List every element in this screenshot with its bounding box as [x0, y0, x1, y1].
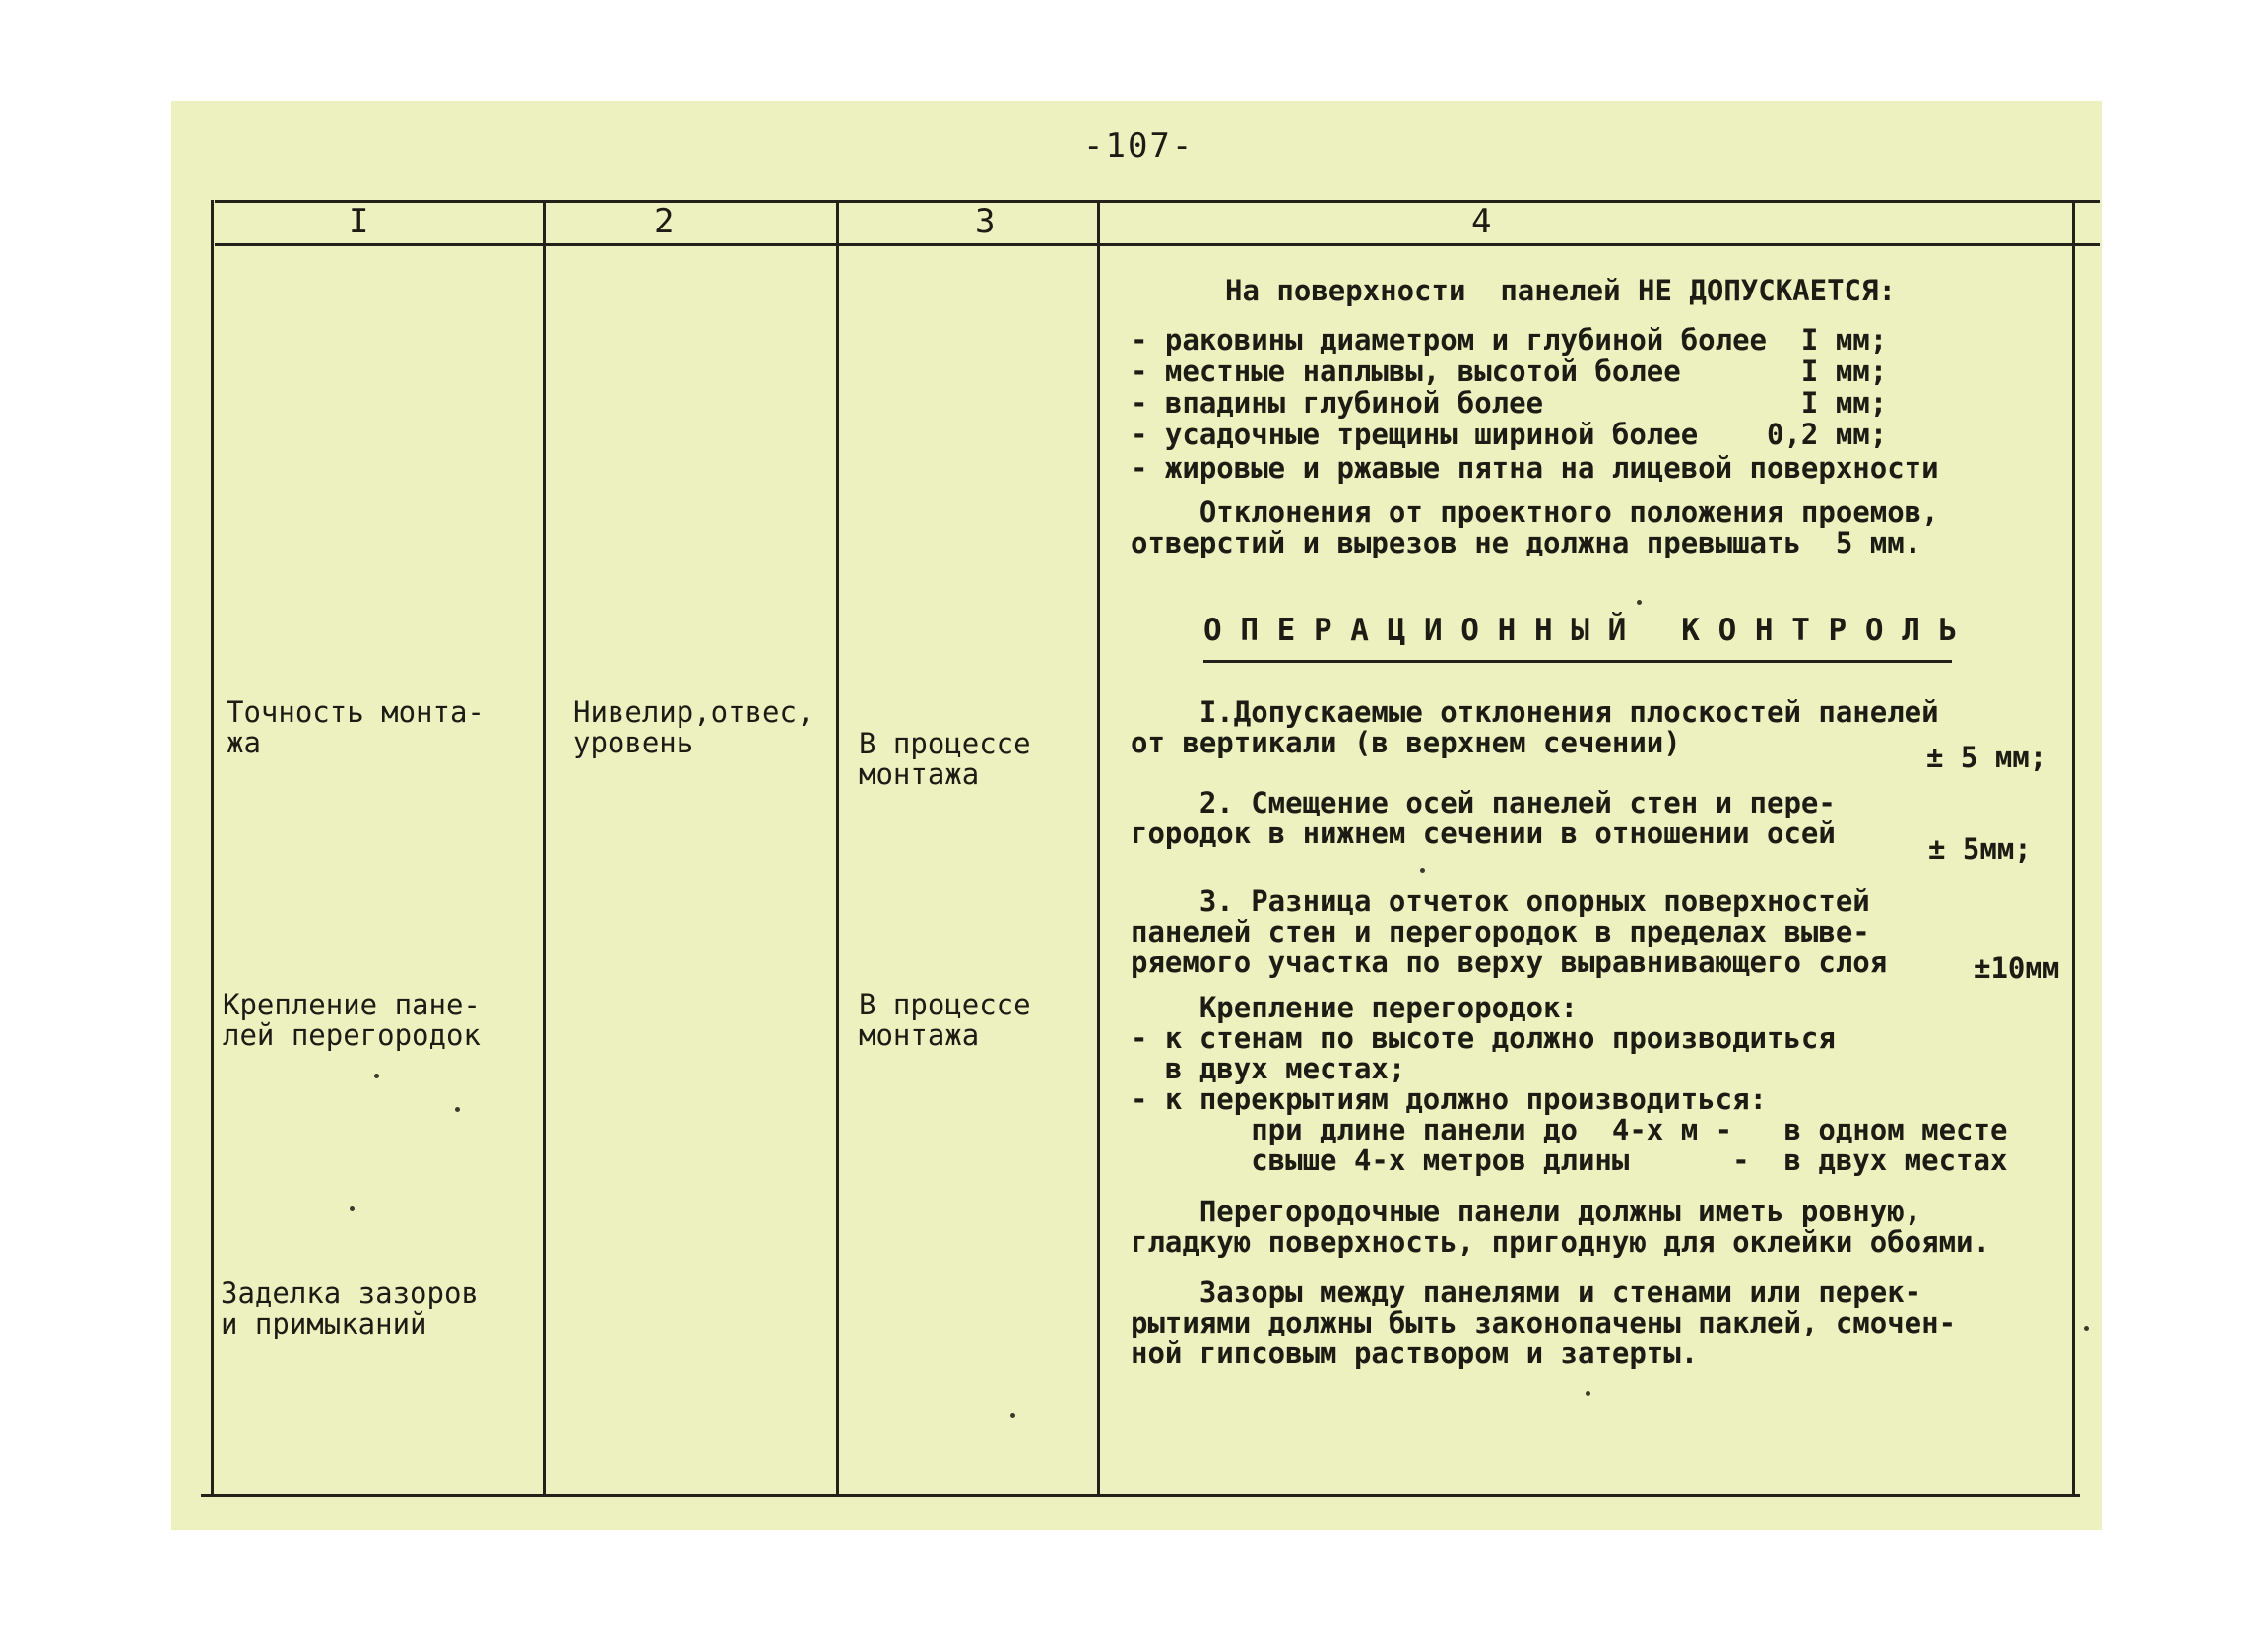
scan-speck — [2084, 1326, 2089, 1331]
surface-defect-1: - раковины диаметром и глубиной более I мм; — [1131, 323, 1888, 357]
scan-speck — [1586, 1391, 1590, 1396]
item1-text: I.Допускаемые отклонения плоскостей панелей от вертикали (в верхнем сечении) — [1131, 695, 1939, 759]
column-number-2: 2 — [654, 202, 675, 241]
col1-panel-fastening: Крепление пане- лей перегородок — [223, 988, 481, 1052]
item2-value: ± 5мм; — [1928, 832, 2032, 866]
table-bottom-border — [201, 1494, 2080, 1497]
surface-defect-3: - впадины глубиной более I мм; — [1131, 386, 1888, 420]
scan-speck — [455, 1107, 460, 1112]
col3-fastening-timing: В процессе монтажа — [859, 988, 1031, 1052]
surface-heading: На поверхности панелей НЕ ДОПУСКАЕТСЯ: — [1225, 274, 1896, 307]
partition-fastening: Крепление перегородок: - к стенам по высоте должно производиться в двух местах; - к перекрытиям должно производиться: при длине панели до 4-х м - в одном месте свыше 4-х метров длины - в двух местах — [1131, 991, 2008, 1177]
column-divider-1 — [543, 200, 546, 1497]
table-top-border — [215, 200, 2100, 203]
col3-mounting-timing: В процессе монтажа — [859, 727, 1031, 791]
section-title: О П Е Р А Ц И О Н Н Ы Й К О Н Т Р О Л Ь — [1203, 613, 1958, 648]
scan-speck — [1420, 868, 1425, 873]
column-number-1: I — [349, 202, 369, 241]
surface-defect-5: - жировые и ржавые пятна на лицевой поверхности — [1131, 451, 1939, 485]
surface-defect-4: - усадочные трещины шириной более 0,2 мм; — [1131, 418, 1888, 451]
page-number: -107- — [1083, 126, 1195, 165]
scan-speck — [374, 1074, 379, 1078]
openings-deviation: Отклонения от проектного положения проемов, отверстий и вырезов не должна превышать 5 мм. — [1131, 495, 1939, 559]
column-divider-3 — [1097, 200, 1100, 1497]
column-divider-2 — [836, 200, 839, 1497]
scan-speck — [1637, 600, 1642, 605]
scan-speck — [350, 1206, 355, 1211]
section-title-underline — [1203, 660, 1952, 663]
item3-value: ±10мм — [1974, 951, 2060, 985]
scan-speck — [1010, 1413, 1015, 1418]
column-number-3: 3 — [975, 202, 996, 241]
partition-surface: Перегородочные панели должны иметь ровную, гладкую поверхность, пригодную для оклейки обоями. — [1131, 1195, 1990, 1259]
table-right-border — [2072, 200, 2075, 1497]
item2-text: 2. Смещение осей панелей стен и пере- городок в нижнем сечении в отношении осей — [1131, 786, 1836, 850]
col1-gap-sealing: Заделка зазоров и примыканий — [221, 1276, 479, 1340]
table-left-border — [211, 200, 214, 1497]
item3-text: 3. Разница отчеток опорных поверхностей панелей стен и перегородок в пределах выве- ряемого участка по верху выравнивающего слоя — [1131, 884, 1888, 979]
surface-defect-2: - местные наплывы, высотой более I мм; — [1131, 355, 1888, 388]
col2-instruments: Нивелир,отвес, уровень — [573, 695, 814, 759]
table-header-divider — [215, 243, 2100, 246]
col1-mounting-accuracy: Точность монта- жа — [227, 695, 485, 759]
item1-value: ± 5 мм; — [1926, 741, 2047, 774]
gap-sealing-text: Зазоры между панелями и стенами или перек- рытиями должны быть законопачены паклей, смочен- ной гипсовым раствором и затерты. — [1131, 1275, 1957, 1370]
column-number-4: 4 — [1471, 202, 1492, 241]
